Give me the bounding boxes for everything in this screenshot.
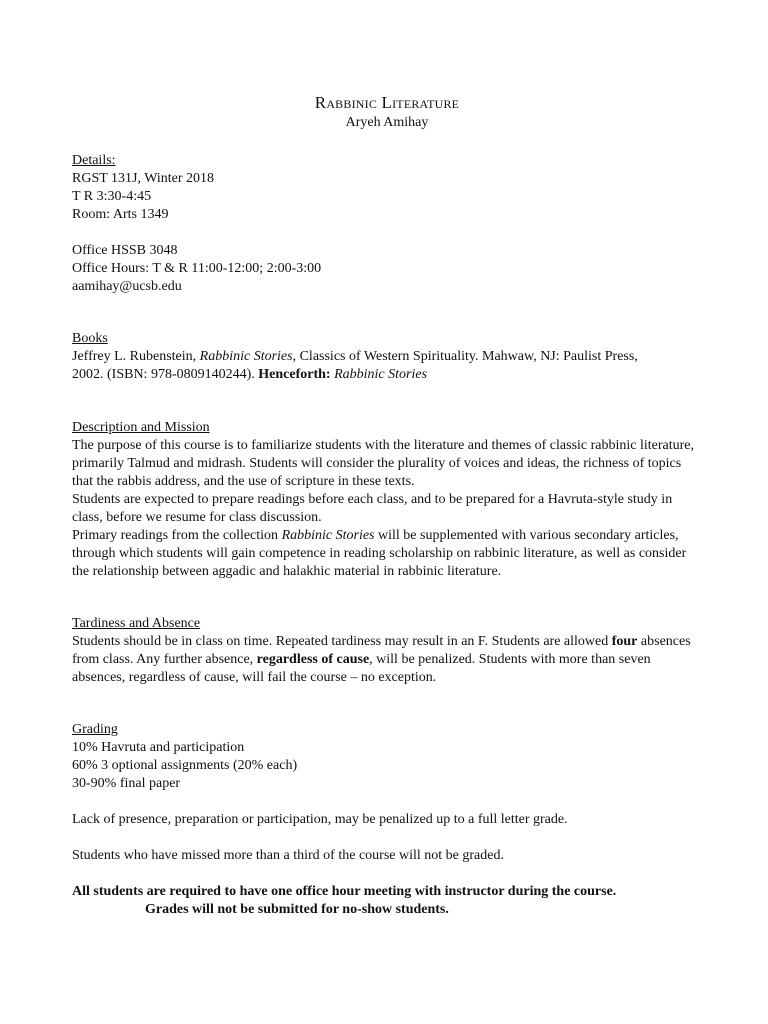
tardiness-bold-1: four bbox=[611, 634, 638, 649]
classroom: Room: Arts 1349 bbox=[72, 207, 169, 222]
books-heading: Books bbox=[72, 331, 108, 346]
office-location: Office HSSB 3048 bbox=[72, 243, 178, 258]
spacer bbox=[72, 829, 702, 847]
grading-heading: Grading bbox=[72, 722, 118, 737]
tardiness-paragraph bbox=[72, 633, 702, 687]
henceforth-title: Rabbinic Stories bbox=[330, 367, 428, 382]
details-heading: Details: bbox=[72, 153, 116, 168]
grading-item: 60% 3 optional assignments (20% each) bbox=[72, 758, 298, 773]
details-section bbox=[72, 152, 702, 296]
books-section bbox=[72, 330, 702, 384]
book-citation-line1 bbox=[72, 348, 702, 366]
spacer bbox=[72, 793, 702, 811]
tardiness-heading: Tardiness and Absence bbox=[72, 616, 201, 631]
office-hour-requirement: All students are required to have one office hour meeting with instructor during the course. bbox=[72, 884, 617, 899]
description-section bbox=[72, 419, 702, 581]
no-show-policy: Grades will not be submitted for no-show students. bbox=[145, 902, 449, 917]
grading-item: 10% Havruta and participation bbox=[72, 740, 245, 755]
henceforth-label: Henceforth: bbox=[258, 367, 331, 382]
email-address: aamihay@ucsb.edu bbox=[72, 279, 182, 294]
p3-italic: Rabbinic Stories bbox=[281, 528, 375, 543]
tardiness-text-2: absences from class. Any further absence, bbox=[72, 634, 691, 667]
header bbox=[72, 92, 702, 132]
p3-after: will be supplemented with various secondary articles, through which students will gain competence in reading scholarship on rabbinic literature, as well as consider the relationship between aggadic and halakhic material in rabbinic literature. bbox=[72, 528, 687, 579]
tardiness-text-1: Students should be in class on time. Repeated tardiness may result in an F. Students are allowed bbox=[72, 634, 612, 649]
description-paragraph-2: Students are expected to prepare readings before each class, and to be prepared for a Havruta-style study in class, before we resume for class discussion. bbox=[72, 492, 673, 525]
book-citation-line2 bbox=[72, 366, 702, 384]
office-hours: Office Hours: T & R 11:00-12:00; 2:00-3:00 bbox=[72, 261, 322, 276]
grading-section bbox=[72, 721, 702, 919]
description-heading: Description and Mission bbox=[72, 420, 210, 435]
description-paragraph-3 bbox=[72, 527, 702, 581]
grading-third-rule: Students who have missed more than a third of the course will not be graded. bbox=[72, 848, 504, 863]
description-paragraph-1: The purpose of this course is to familiarize students with the literature and themes of classic rabbinic literature, primarily Talmud and midrash. Students will consider the plurality of voices and ideas, the richness of topics that the rabbis address, and the use of scripture in these texts. bbox=[72, 438, 695, 489]
book-publisher: , Classics of Western Spirituality. Mahwaw, NJ: Paulist Press, bbox=[292, 349, 638, 364]
spacer bbox=[72, 865, 702, 883]
tardiness-section bbox=[72, 615, 702, 687]
instructor-name: Aryeh Amihay bbox=[345, 115, 429, 130]
tardiness-bold-2: regardless of cause bbox=[256, 652, 370, 667]
book-isbn: 2002. (ISBN: 978-0809140244). bbox=[72, 367, 259, 382]
course-title: Rabbinic Literature bbox=[314, 93, 460, 112]
course-code: RGST 131J, Winter 2018 bbox=[72, 171, 215, 186]
p3-before: Primary readings from the collection bbox=[72, 528, 282, 543]
spacer bbox=[72, 224, 702, 242]
grading-item: 30-90% final paper bbox=[72, 776, 181, 791]
grading-penalty: Lack of presence, preparation or participation, may be penalized up to a full letter grade. bbox=[72, 812, 568, 827]
class-time: T R 3:30-4:45 bbox=[72, 189, 152, 204]
book-title: Rabbinic Stories bbox=[199, 349, 293, 364]
book-author: Jeffrey L. Rubenstein, bbox=[72, 349, 200, 364]
tardiness-text-3: , will be penalized. Students with more than seven absences, regardless of cause, will fail the course – no exception. bbox=[72, 652, 651, 685]
